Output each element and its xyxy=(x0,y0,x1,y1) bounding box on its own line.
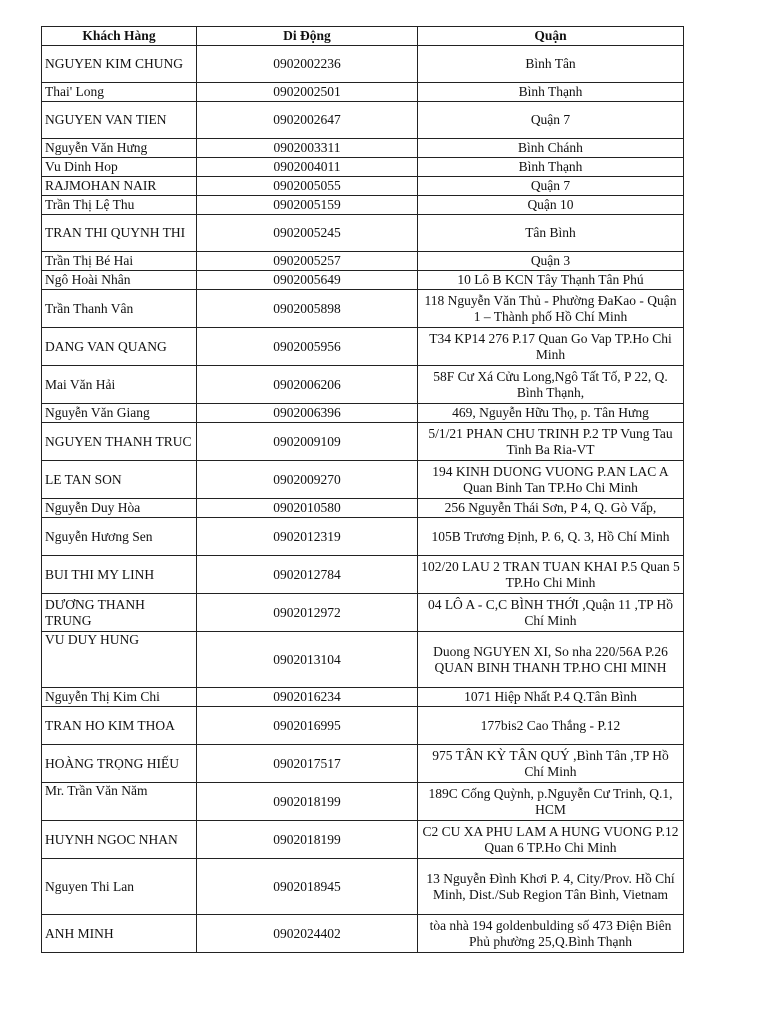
customer-name-cell: NGUYEN KIM CHUNG xyxy=(42,46,197,83)
customer-name-cell: NGUYEN THANH TRUC xyxy=(42,423,197,461)
mobile-phone-cell: 0902009109 xyxy=(197,423,418,461)
mobile-phone-cell: 0902005649 xyxy=(197,271,418,290)
district-cell: Quận 3 xyxy=(418,252,684,271)
customer-name-cell: HOÀNG TRỌNG HIẾU xyxy=(42,745,197,783)
district-cell: 177bis2 Cao Thắng - P.12 xyxy=(418,707,684,745)
district-cell: tòa nhà 194 goldenbulding số 473 Điện Biên Phủ phường 25,Q.Bình Thạnh xyxy=(418,915,684,953)
district-cell: 975 TÂN KỲ TÂN QUÝ ,Bình Tân ,TP Hồ Chí Minh xyxy=(418,745,684,783)
table-row xyxy=(42,518,684,556)
mobile-phone-cell: 0902013104 xyxy=(197,632,418,688)
customer-name-cell: NGUYEN VAN TIEN xyxy=(42,102,197,139)
district-cell: Bình Tân xyxy=(418,46,684,83)
customer-name-cell: TRAN THI QUYNH THI xyxy=(42,215,197,252)
table-row xyxy=(42,499,684,518)
district-cell: Bình Thạnh xyxy=(418,158,684,177)
district-cell: 102/20 LAU 2 TRAN TUAN KHAI P.5 Quan 5 TP.Ho Chi Minh xyxy=(418,556,684,594)
mobile-phone-cell: 0902018199 xyxy=(197,821,418,859)
district-cell: 10 Lô B KCN Tây Thạnh Tân Phú xyxy=(418,271,684,290)
customer-name-cell: Nguyễn Hương Sen xyxy=(42,518,197,556)
customer-name-cell: DƯƠNG THANH TRUNG xyxy=(42,594,197,632)
header-district: Quận xyxy=(418,27,684,46)
mobile-phone-cell: 0902005245 xyxy=(197,215,418,252)
table-row xyxy=(42,461,684,499)
mobile-phone-cell: 0902004011 xyxy=(197,158,418,177)
table-row xyxy=(42,46,684,83)
district-cell: Bình Chánh xyxy=(418,139,684,158)
table-row xyxy=(42,556,684,594)
customer-name-cell: ANH MINH xyxy=(42,915,197,953)
mobile-phone-cell: 0902003311 xyxy=(197,139,418,158)
table-row xyxy=(42,404,684,423)
district-cell: Duong NGUYEN XI, So nha 220/56A P.26 QUAN BINH THANH TP.HO CHI MINH xyxy=(418,632,684,688)
district-cell: Quận 7 xyxy=(418,102,684,139)
customer-name-cell: Trần Thanh Vân xyxy=(42,290,197,328)
table-row xyxy=(42,177,684,196)
customer-name-cell: Nguyễn Văn Giang xyxy=(42,404,197,423)
table-row xyxy=(42,196,684,215)
customer-table xyxy=(41,26,684,953)
mobile-phone-cell: 0902002501 xyxy=(197,83,418,102)
mobile-phone-cell: 0902012784 xyxy=(197,556,418,594)
district-cell: 58F Cư Xá Cửu Long,Ngô Tất Tố, P 22, Q. Bình Thạnh, xyxy=(418,366,684,404)
district-cell: Quận 7 xyxy=(418,177,684,196)
district-cell: 469, Nguyễn Hữu Thọ, p. Tân Hưng xyxy=(418,404,684,423)
district-cell: 5/1/21 PHAN CHU TRINH P.2 TP Vung Tau Tinh Ba Ria-VT xyxy=(418,423,684,461)
table-row xyxy=(42,688,684,707)
district-cell: C2 CU XA PHU LAM A HUNG VUONG P.12 Quan 6 TP.Ho Chi Minh xyxy=(418,821,684,859)
mobile-phone-cell: 0902006206 xyxy=(197,366,418,404)
mobile-phone-cell: 0902002236 xyxy=(197,46,418,83)
mobile-phone-cell: 0902012319 xyxy=(197,518,418,556)
customer-name-cell: HUYNH NGOC NHAN xyxy=(42,821,197,859)
district-cell: 118 Nguyễn Văn Thủ - Phường ĐaKao - Quận 1 – Thành phố Hồ Chí Minh xyxy=(418,290,684,328)
table-row xyxy=(42,783,684,821)
table-row xyxy=(42,594,684,632)
table-row xyxy=(42,102,684,139)
table-row xyxy=(42,271,684,290)
table-row xyxy=(42,366,684,404)
mobile-phone-cell: 0902005257 xyxy=(197,252,418,271)
table-row xyxy=(42,252,684,271)
district-cell: T34 KP14 276 P.17 Quan Go Vap TP.Ho Chi Minh xyxy=(418,328,684,366)
district-cell: Tân Bình xyxy=(418,215,684,252)
table-body xyxy=(42,46,684,953)
district-cell: 13 Nguyễn Đình Khơi P. 4, City/Prov. Hồ Chí Minh, Dist./Sub Region Tân Bình, Vietnam xyxy=(418,859,684,915)
mobile-phone-cell: 0902005898 xyxy=(197,290,418,328)
customer-name-cell: Vu Dinh Hop xyxy=(42,158,197,177)
district-cell: Quận 10 xyxy=(418,196,684,215)
header-phone: Di Động xyxy=(197,27,418,46)
customer-name-cell: RAJMOHAN NAIR xyxy=(42,177,197,196)
table-row xyxy=(42,328,684,366)
customer-name-cell: Nguyễn Thị Kim Chi xyxy=(42,688,197,707)
header-name: Khách Hàng xyxy=(42,27,197,46)
table-row xyxy=(42,632,684,688)
customer-name-cell: LE TAN SON xyxy=(42,461,197,499)
mobile-phone-cell: 0902012972 xyxy=(197,594,418,632)
mobile-phone-cell: 0902016234 xyxy=(197,688,418,707)
table-row xyxy=(42,83,684,102)
district-cell: 105B Trương Định, P. 6, Q. 3, Hồ Chí Minh xyxy=(418,518,684,556)
table-row xyxy=(42,821,684,859)
customer-name-cell: TRAN HO KIM THOA xyxy=(42,707,197,745)
table-row xyxy=(42,423,684,461)
mobile-phone-cell: 0902016995 xyxy=(197,707,418,745)
table-row xyxy=(42,215,684,252)
table-row xyxy=(42,915,684,953)
customer-name-cell: DANG VAN QUANG xyxy=(42,328,197,366)
mobile-phone-cell: 0902005956 xyxy=(197,328,418,366)
customer-name-cell: Mr. Trần Văn Năm xyxy=(42,783,197,821)
district-cell: 194 KINH DUONG VUONG P.AN LAC A Quan Binh Tan TP.Ho Chi Minh xyxy=(418,461,684,499)
table-row xyxy=(42,139,684,158)
district-cell: 1071 Hiệp Nhất P.4 Q.Tân Bình xyxy=(418,688,684,707)
table-row xyxy=(42,290,684,328)
table-row xyxy=(42,859,684,915)
customer-name-cell: Trần Thị Lệ Thu xyxy=(42,196,197,215)
mobile-phone-cell: 0902018945 xyxy=(197,859,418,915)
customer-name-cell: VU DUY HUNG xyxy=(42,632,197,688)
mobile-phone-cell: 0902009270 xyxy=(197,461,418,499)
mobile-phone-cell: 0902024402 xyxy=(197,915,418,953)
mobile-phone-cell: 0902006396 xyxy=(197,404,418,423)
district-cell: 189C Cống Quỳnh, p.Nguyễn Cư Trinh, Q.1, HCM xyxy=(418,783,684,821)
header-row xyxy=(42,27,684,46)
customer-name-cell: Mai Văn Hải xyxy=(42,366,197,404)
customer-name-cell: Nguyễn Văn Hưng xyxy=(42,139,197,158)
mobile-phone-cell: 0902005055 xyxy=(197,177,418,196)
mobile-phone-cell: 0902005159 xyxy=(197,196,418,215)
table-row xyxy=(42,707,684,745)
mobile-phone-cell: 0902017517 xyxy=(197,745,418,783)
customer-name-cell: Trần Thị Bé Hai xyxy=(42,252,197,271)
customer-name-cell: Ngô Hoài Nhân xyxy=(42,271,197,290)
mobile-phone-cell: 0902018199 xyxy=(197,783,418,821)
district-cell: 256 Nguyễn Thái Sơn, P 4, Q. Gò Vấp, xyxy=(418,499,684,518)
mobile-phone-cell: 0902010580 xyxy=(197,499,418,518)
customer-name-cell: Nguyễn Duy Hòa xyxy=(42,499,197,518)
table-row xyxy=(42,158,684,177)
table-row xyxy=(42,745,684,783)
district-cell: 04 LÔ A - C,C BÌNH THỚI ,Quận 11 ,TP Hồ Chí Minh xyxy=(418,594,684,632)
mobile-phone-cell: 0902002647 xyxy=(197,102,418,139)
district-cell: Bình Thạnh xyxy=(418,83,684,102)
customer-name-cell: Thai' Long xyxy=(42,83,197,102)
customer-name-cell: Nguyen Thi Lan xyxy=(42,859,197,915)
customer-name-cell: BUI THI MY LINH xyxy=(42,556,197,594)
